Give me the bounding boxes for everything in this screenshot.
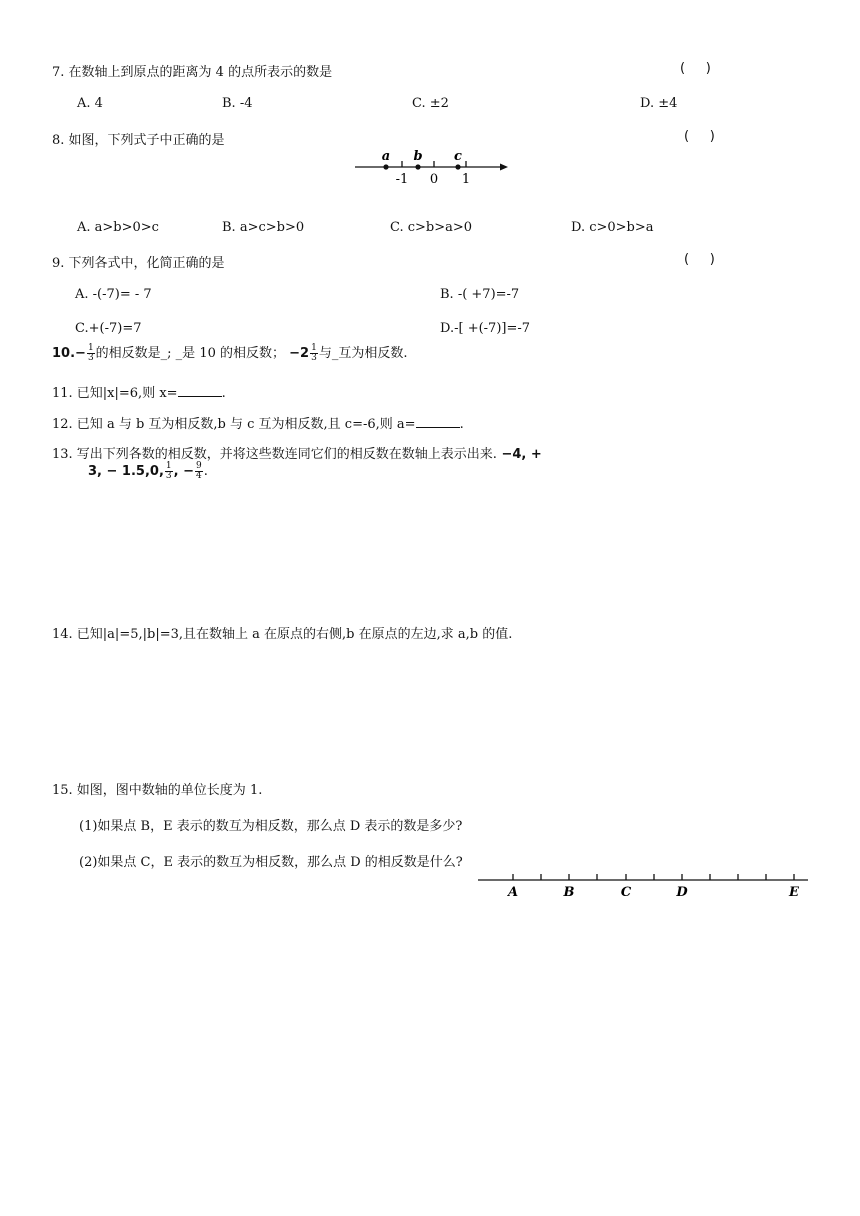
q11-end: .	[221, 386, 226, 401]
tick-label-0: 0	[429, 172, 439, 187]
point-label-c: c	[454, 149, 462, 164]
q11-answer-blank	[178, 384, 222, 397]
q10-line	[52, 342, 407, 363]
q12-end: .	[459, 417, 464, 432]
q11-text: 11. 已知|x|=6,则 x=	[52, 386, 178, 401]
q13-line-2	[88, 462, 208, 481]
q8-option-a: A. a>b>0>c	[77, 220, 159, 235]
q9-option-a: A. -(-7)= - 7	[75, 287, 152, 302]
q13-stem: 13. 写出下列各数的相反数，并将这些数连同它们的相反数在数轴上表示出来.	[52, 447, 497, 462]
q13-line-1	[52, 443, 542, 462]
q8-option-d: D. c>0>b>a	[571, 220, 654, 235]
q12-line	[52, 413, 464, 432]
q10-text-1: 的相反数是_; _是 10 的相反数；	[95, 346, 290, 361]
point-label-b: b	[413, 149, 423, 164]
point-label-B: B	[563, 885, 575, 900]
q9-option-d: D.-[ +(-7)]=-7	[440, 321, 531, 336]
q9-answer-paren: ( )	[684, 252, 715, 267]
q10-prefix: 10.	[52, 346, 76, 361]
point-label-C: C	[620, 885, 632, 900]
q7-answer-paren: ( )	[680, 61, 711, 76]
q15-stem: 15. 如图，图中数轴的单位长度为 1.	[52, 783, 263, 798]
q15-sub-1: (1)如果点 B，E 表示的数互为相反数，那么点 D 表示的数是多少?	[79, 819, 463, 834]
q14-text: 14. 已知|a|=5,|b|=3,且在数轴上 a 在原点的右侧,b 在原点的左边,求 a,b 的值.	[52, 627, 513, 642]
q10-mixed-number: −2	[289, 346, 310, 361]
q10-minus: −	[75, 346, 86, 361]
q10-text-2: 与_互为相反数.	[318, 346, 408, 361]
q15-sub-2: (2)如果点 C，E 表示的数互为相反数，那么点 D 的相反数是什么?	[79, 855, 463, 870]
q7-option-d: D. ±4	[640, 96, 678, 111]
q7-option-a: A. 4	[77, 96, 103, 111]
q8-answer-paren: ( )	[684, 129, 715, 144]
q13-end: .	[203, 464, 208, 479]
q15-number-line-figure	[476, 870, 812, 902]
point-label-a: a	[381, 149, 391, 164]
q13-math-2: 3, − 1.5,0,	[88, 464, 164, 479]
q13-math-1: −4, +	[496, 447, 542, 462]
q7-option-b: B. -4	[222, 96, 253, 111]
q8-number-line-figure	[350, 146, 515, 188]
q12-answer-blank	[416, 415, 460, 428]
q10-fraction-2: $\frac{1}{3}$	[311, 343, 317, 363]
q9-option-c: C.+(-7)=7	[75, 321, 142, 336]
point-label-D: D	[676, 885, 688, 900]
tick-label-neg1: -1	[395, 172, 409, 187]
q9-option-b: B. -( +7)=-7	[440, 287, 520, 302]
tick-label-1: 1	[461, 172, 471, 187]
point-label-E: E	[789, 885, 799, 900]
q8-option-c: C. c>b>a>0	[390, 220, 473, 235]
q10-fraction-1: $\frac{1}{3}$	[87, 343, 94, 363]
q13-fraction-2: $\frac{9}{4}$	[195, 461, 202, 481]
point-label-A: A	[507, 885, 519, 900]
q9-stem: 9. 下列各式中，化简正确的是	[52, 256, 225, 271]
q8-stem: 8. 如图，下列式子中正确的是	[52, 133, 225, 148]
q13-fraction-1: $\frac{1}{3}$	[165, 461, 172, 481]
q7-stem: 7. 在数轴上到原点的距离为 4 的点所表示的数是	[52, 65, 333, 80]
q13-math-3: , −	[173, 464, 194, 479]
q7-option-c: C. ±2	[412, 96, 449, 111]
q12-text: 12. 已知 a 与 b 互为相反数,b 与 c 互为相反数,且 c=-6,则 a=	[52, 417, 416, 432]
q11-line	[52, 382, 226, 401]
q8-option-b: B. a>c>b>0	[222, 220, 305, 235]
